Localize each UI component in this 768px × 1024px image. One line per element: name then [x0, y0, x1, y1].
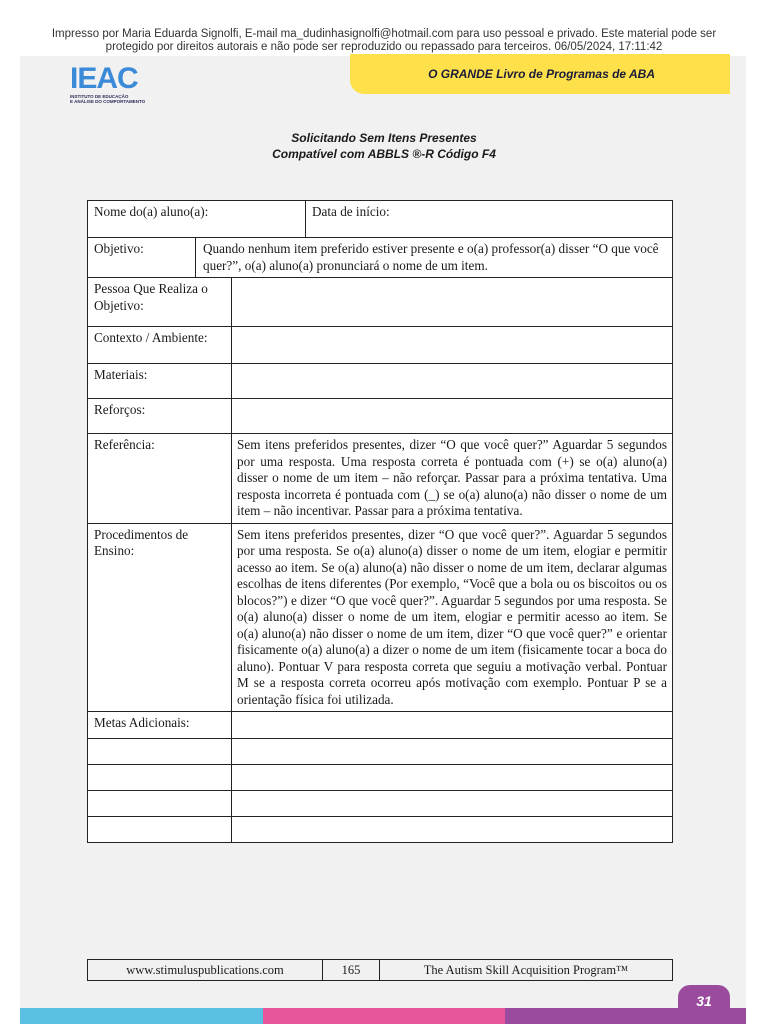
page-number: 31: [696, 993, 712, 1009]
ieac-logo: [70, 64, 146, 110]
empty-row: [88, 739, 673, 765]
footer-page: 165: [323, 960, 380, 981]
watermark-line-2: protegido por direitos autorais e não pode ser reproduzido ou repassado para terceiros. 06/05/2024, 17:11:42: [105, 41, 663, 53]
row-objetivo: [88, 238, 673, 278]
empty-row: [88, 765, 673, 791]
materiais-label: Materiais:: [88, 364, 232, 399]
book-title: O GRANDE Livro de Programas de ABA: [428, 67, 655, 81]
row-pessoa: [88, 278, 673, 327]
print-watermark: [0, 28, 768, 54]
empty-cell[interactable]: [232, 817, 673, 843]
program-title: [0, 130, 768, 162]
metas-label: Metas Adicionais:: [88, 712, 232, 739]
footer-table: [87, 959, 673, 981]
empty-row: [88, 817, 673, 843]
empty-row: [88, 791, 673, 817]
program-title-line-2: Compatível com ABBLS ®-R Código F4: [272, 147, 496, 161]
objetivo-label: Objetivo:: [94, 241, 144, 256]
empty-cell[interactable]: [88, 765, 232, 791]
procedimentos-label: Procedimentos de Ensino:: [88, 523, 232, 712]
referencia-label: Referência:: [88, 434, 232, 524]
row-contexto: [88, 327, 673, 364]
book-title-banner: [350, 54, 730, 94]
pessoa-field[interactable]: [232, 278, 673, 327]
data-inicio-cell[interactable]: [306, 201, 672, 237]
procedimentos-text: Sem itens preferidos presentes, dizer “O que você quer?”. Aguardar 5 segundos por uma resposta. Se o(a) aluno(a) disser o nome de um item, elogiar e permitir acesso ao item. Se o(a) aluno(a) não disser o nome de um item, declarar algumas escolhas de itens diferentes (Por exemplo, “Você que a bola ou os biscoitos ou os blocos?”) e dizer “O que você quer?”. Aguardar 5 segundos por uma resposta. Se o(a) aluno(a) disser o nome de um item, elogiar e permitir acesso ao item. Se o(a) aluno(a) não disser o nome de um item, dizer “O que você quer?” e orientar fisicamente o(a) aluno(a) a dizer o nome de um item (fisicamente tocar a boca do aluno). Pontuar V para resposta correta que seguiu a motivação verbal. Pontuar M se a resposta correta ocorreu após motivação com exemplo. Pontuar P se a orientação física foi utilizada.: [232, 523, 673, 712]
empty-cell[interactable]: [88, 739, 232, 765]
empty-cell[interactable]: [232, 791, 673, 817]
program-title-line-1: Solicitando Sem Itens Presentes: [291, 131, 477, 145]
empty-cell[interactable]: [88, 817, 232, 843]
footer-site: www.stimuluspublications.com: [88, 960, 323, 981]
watermark-line-1: Impresso por Maria Eduarda Signolfi, E-mail ma_dudinhasignolfi@hotmail.com para uso pessoal e privado. Este material pode ser: [51, 28, 717, 40]
nome-cell[interactable]: [88, 201, 306, 237]
materiais-field[interactable]: [232, 364, 673, 399]
metas-field[interactable]: [232, 712, 673, 739]
empty-cell[interactable]: [88, 791, 232, 817]
empty-cell[interactable]: [232, 739, 673, 765]
logo-subtitle-1: INSTITUTO DE EDUCAÇÃO: [70, 94, 129, 99]
data-inicio-label: Data de início:: [312, 204, 390, 219]
row-procedimentos: [88, 523, 673, 712]
row-referencia: [88, 434, 673, 524]
footer-bar-blue: [20, 1008, 263, 1024]
footer-bar-pink: [263, 1008, 505, 1024]
nome-label: Nome do(a) aluno(a):: [94, 204, 209, 219]
reforcos-label: Reforços:: [88, 399, 232, 434]
reforcos-field[interactable]: [232, 399, 673, 434]
logo-wordmark: IEAC: [70, 62, 138, 95]
row-reforcos: [88, 399, 673, 434]
row-student: [88, 201, 673, 238]
row-metas: [88, 712, 673, 739]
logo-subtitle-2: E ANÁLISE DO COMPORTAMENTO: [70, 99, 146, 104]
program-form-table: [87, 200, 673, 843]
contexto-label: Contexto / Ambiente:: [88, 327, 232, 364]
footer-program: The Autism Skill Acquisition Program™: [380, 960, 673, 981]
pessoa-label: Pessoa Que Realiza o Objetivo:: [88, 278, 232, 327]
page-number-tab: [678, 985, 730, 1021]
row-materiais: [88, 364, 673, 399]
referencia-text: Sem itens preferidos presentes, dizer “O que você quer?” Aguardar 5 segundos por uma resposta. Uma resposta correta é pontuada com (+) se o(a) aluno(a) disser o nome de um item – não reforçar. Passar para a próxima tentativa. Uma resposta incorreta é pontuada com (_) se o(a) aluno(a) não disser o nome de um item – não incentivar. Passar para a próxima tentativa.: [232, 434, 673, 524]
objetivo-label-cell: [88, 238, 196, 277]
empty-cell[interactable]: [232, 765, 673, 791]
objetivo-text: Quando nenhum item preferido estiver presente e o(a) professor(a) disser “O que você quer?”, o(a) aluno(a) pronunciará o nome de um item.: [203, 241, 659, 273]
contexto-field[interactable]: [232, 327, 673, 364]
